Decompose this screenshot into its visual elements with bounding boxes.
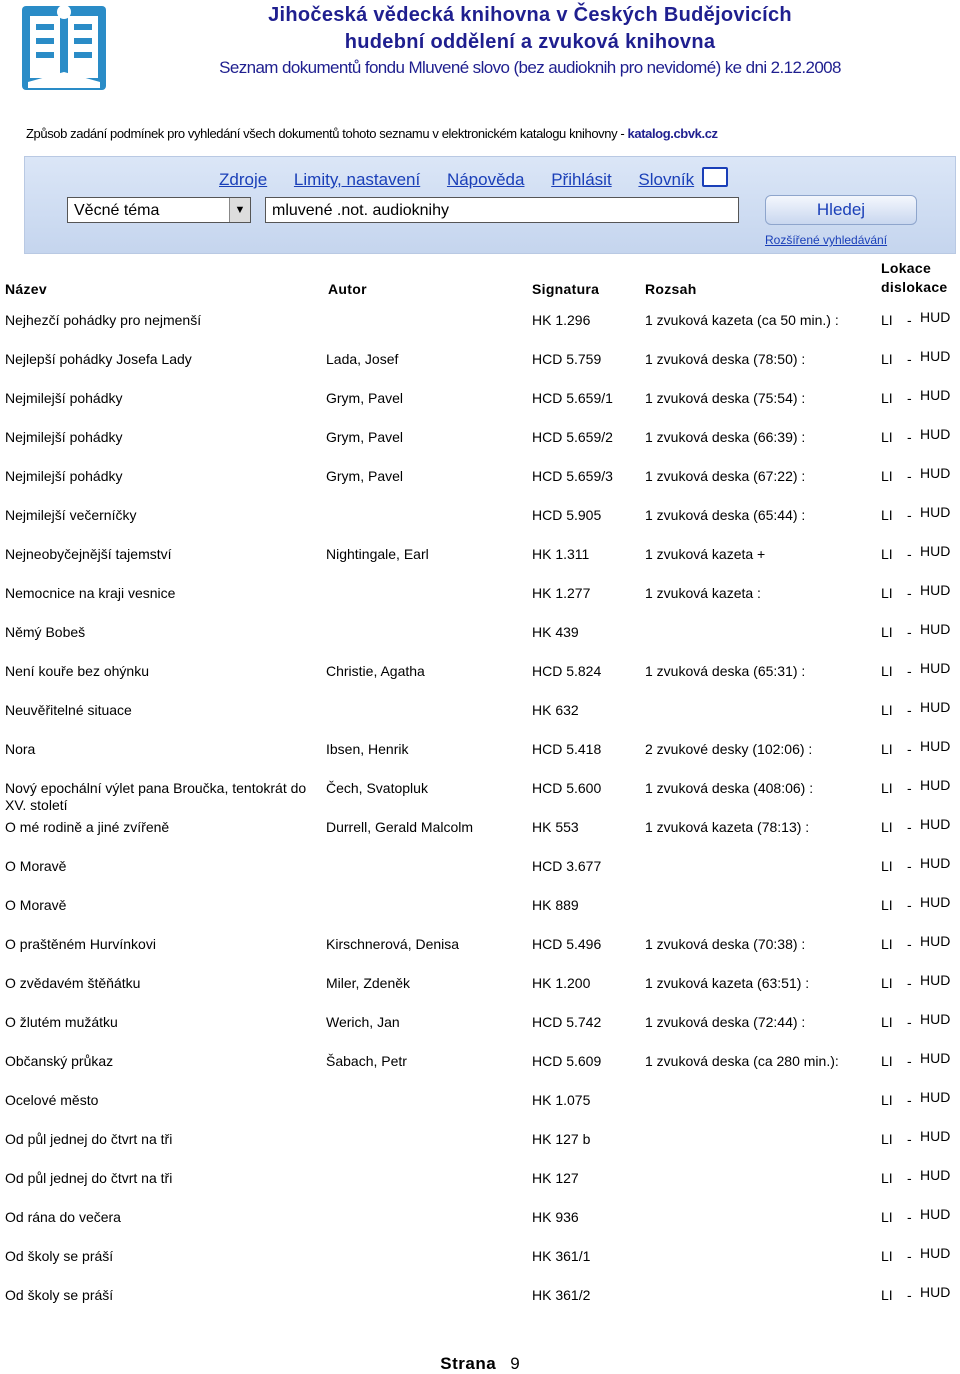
cell-dislocation: HUD bbox=[920, 855, 951, 871]
page-footer bbox=[0, 1354, 960, 1374]
cell-title: O Moravě bbox=[5, 897, 67, 913]
cell-call-number: HCD 5.759 bbox=[532, 351, 602, 367]
table-row bbox=[0, 309, 960, 351]
cell-location: LI bbox=[881, 1014, 893, 1030]
cell-separator: - bbox=[907, 1170, 912, 1186]
cell-call-number: HCD 5.742 bbox=[532, 1014, 602, 1030]
cell-separator: - bbox=[907, 936, 912, 952]
cell-title: Od školy se práší bbox=[5, 1287, 114, 1303]
cell-call-number: HK 1.296 bbox=[532, 312, 591, 328]
cell-title: Ocelové město bbox=[5, 1092, 99, 1108]
cell-location: LI bbox=[881, 780, 893, 796]
cell-location: LI bbox=[881, 897, 893, 913]
cell-call-number: HCD 3.677 bbox=[532, 858, 602, 874]
cell-dislocation: HUD bbox=[920, 543, 951, 559]
cell-location: LI bbox=[881, 663, 893, 679]
cell-title: Od půl jednej do čtvrt na tři bbox=[5, 1170, 173, 1186]
cell-location: LI bbox=[881, 975, 893, 991]
cell-extent: 1 zvuková kazeta : bbox=[645, 585, 761, 601]
table-row bbox=[0, 1089, 960, 1131]
cell-separator: - bbox=[907, 1092, 912, 1108]
cell-extent: 1 zvuková deska (72:44) : bbox=[645, 1014, 806, 1030]
nav-limity[interactable]: Limity, nastavení bbox=[293, 170, 421, 189]
cell-location: LI bbox=[881, 1170, 893, 1186]
cell-dislocation: HUD bbox=[920, 1050, 951, 1066]
cell-title: Nejlepší pohádky Josefa Lady bbox=[5, 351, 192, 367]
cell-author: Werich, Jan bbox=[326, 1014, 400, 1030]
cell-separator: - bbox=[907, 663, 912, 679]
cell-dislocation: HUD bbox=[920, 816, 951, 832]
table-row bbox=[0, 543, 960, 585]
cell-title: Nejmilejší pohádky bbox=[5, 390, 123, 406]
cell-dislocation: HUD bbox=[920, 738, 951, 754]
table-row bbox=[0, 1284, 960, 1326]
cell-author: Kirschnerová, Denisa bbox=[326, 936, 460, 952]
cell-title: Nemocnice na kraji vesnice bbox=[5, 585, 176, 601]
cell-separator: - bbox=[907, 468, 912, 484]
cell-location: LI bbox=[881, 390, 893, 406]
cell-call-number: HK 889 bbox=[532, 897, 579, 913]
cell-separator: - bbox=[907, 897, 912, 913]
cell-separator: - bbox=[907, 741, 912, 757]
cell-call-number: HK 127 bbox=[532, 1170, 579, 1186]
cell-dislocation: HUD bbox=[920, 348, 951, 364]
cell-author: Šabach, Petr bbox=[326, 1053, 407, 1069]
select-value: Věcné téma bbox=[74, 202, 160, 219]
cell-location: LI bbox=[881, 624, 893, 640]
cell-author: Grym, Pavel bbox=[326, 390, 404, 406]
table-row bbox=[0, 816, 960, 858]
cell-call-number: HCD 5.659/2 bbox=[532, 429, 613, 445]
cell-dislocation: HUD bbox=[920, 426, 951, 442]
cell-call-number: HCD 5.600 bbox=[532, 780, 602, 796]
table-row bbox=[0, 387, 960, 429]
nav-napoveda[interactable]: Nápověda bbox=[446, 170, 525, 189]
cell-title: O zvědavém štěňátku bbox=[5, 975, 141, 991]
cell-author: Lada, Josef bbox=[326, 351, 399, 367]
table-row bbox=[0, 933, 960, 975]
cell-dislocation: HUD bbox=[920, 1128, 951, 1144]
cell-author: Ibsen, Henrik bbox=[326, 741, 409, 757]
cell-dislocation: HUD bbox=[920, 1011, 951, 1027]
cell-separator: - bbox=[907, 507, 912, 523]
cell-title: Není kouře bez ohýnku bbox=[5, 663, 149, 679]
table-row bbox=[0, 738, 960, 780]
cell-dislocation: HUD bbox=[920, 309, 951, 325]
cell-separator: - bbox=[907, 819, 912, 835]
cell-separator: - bbox=[907, 429, 912, 445]
cell-call-number: HCD 5.496 bbox=[532, 936, 602, 952]
cell-title: Nejhezčí pohádky pro nejmenší bbox=[5, 312, 202, 328]
cell-dislocation: HUD bbox=[920, 933, 951, 949]
col-header-autor: Autor bbox=[328, 281, 367, 297]
cell-separator: - bbox=[907, 1131, 912, 1147]
cell-extent: 1 zvuková deska (ca 280 min.): bbox=[645, 1053, 839, 1069]
cell-extent: 1 zvuková kazeta + bbox=[645, 546, 766, 562]
col-header-rozsah: Rozsah bbox=[645, 281, 697, 297]
page-label: Strana bbox=[440, 1354, 497, 1373]
cell-location: LI bbox=[881, 1053, 893, 1069]
cell-dislocation: HUD bbox=[920, 1089, 951, 1105]
cell-location: LI bbox=[881, 468, 893, 484]
cell-extent: 1 zvuková deska (408:06) : bbox=[645, 780, 814, 796]
cell-location: LI bbox=[881, 507, 893, 523]
cell-separator: - bbox=[907, 1014, 912, 1030]
table-row bbox=[0, 972, 960, 1014]
cell-title: Od rána do večera bbox=[5, 1209, 121, 1225]
cell-extent: 1 zvuková deska (66:39) : bbox=[645, 429, 806, 445]
table-row bbox=[0, 699, 960, 741]
catalog-link[interactable]: katalog.cbvk.cz bbox=[627, 126, 718, 141]
cell-title: O žlutém mužátku bbox=[5, 1014, 118, 1030]
table-row bbox=[0, 1011, 960, 1053]
cell-call-number: HCD 5.824 bbox=[532, 663, 602, 679]
cell-separator: - bbox=[907, 1209, 912, 1225]
cell-title: Neuvěřitelné situace bbox=[5, 702, 132, 718]
table-row bbox=[0, 504, 960, 546]
table-row bbox=[0, 894, 960, 936]
col-header-lokace: Lokace bbox=[881, 260, 932, 276]
table-row bbox=[0, 348, 960, 390]
cell-call-number: HK 361/1 bbox=[532, 1248, 591, 1264]
page-number: 9 bbox=[510, 1354, 520, 1373]
cell-extent: 1 zvuková deska (70:38) : bbox=[645, 936, 806, 952]
cell-title: Od půl jednej do čtvrt na tři bbox=[5, 1131, 173, 1147]
cell-author: Miler, Zdeněk bbox=[326, 975, 411, 991]
table-row bbox=[0, 582, 960, 624]
cell-extent: 1 zvuková kazeta (63:51) : bbox=[645, 975, 810, 991]
cell-dislocation: HUD bbox=[920, 387, 951, 403]
table-row bbox=[0, 1245, 960, 1287]
table-row bbox=[0, 465, 960, 507]
header-subtitle: hudební oddělení a zvuková knihovna bbox=[344, 31, 716, 53]
cell-dislocation: HUD bbox=[920, 972, 951, 988]
cell-call-number: HK 553 bbox=[532, 819, 579, 835]
cell-call-number: HK 1.277 bbox=[532, 585, 591, 601]
cell-call-number: HK 632 bbox=[532, 702, 579, 718]
table-row bbox=[0, 777, 960, 819]
cell-dislocation: HUD bbox=[920, 1245, 951, 1261]
library-logo bbox=[18, 2, 110, 94]
cell-extent: 1 zvuková deska (78:50) : bbox=[645, 351, 806, 367]
cell-dislocation: HUD bbox=[920, 894, 951, 910]
table-row bbox=[0, 426, 960, 468]
table-row bbox=[0, 1050, 960, 1092]
cell-title: Nejmilejší pohádky bbox=[5, 468, 123, 484]
header-list-title: Seznam dokumentů fondu Mluvené slovo (bez audioknih pro nevidomé) ke dni 2.12.2008 bbox=[219, 58, 841, 77]
cell-location: LI bbox=[881, 819, 893, 835]
table-row bbox=[0, 1167, 960, 1209]
cell-call-number: HCD 5.609 bbox=[532, 1053, 602, 1069]
cell-separator: - bbox=[907, 975, 912, 991]
cell-title: Nejmilejší večerníčky bbox=[5, 507, 137, 523]
search-field-select[interactable] bbox=[67, 197, 251, 223]
cell-location: LI bbox=[881, 585, 893, 601]
cell-title: Občanský průkaz bbox=[5, 1053, 114, 1069]
cell-separator: - bbox=[907, 390, 912, 406]
cell-author: Grym, Pavel bbox=[326, 429, 404, 445]
table-row bbox=[0, 621, 960, 663]
cell-location: LI bbox=[881, 702, 893, 718]
cell-dislocation: HUD bbox=[920, 660, 951, 676]
cell-separator: - bbox=[907, 1248, 912, 1264]
chevron-down-icon: ▼ bbox=[229, 198, 250, 222]
cell-location: LI bbox=[881, 429, 893, 445]
cell-call-number: HK 361/2 bbox=[532, 1287, 591, 1303]
search-instruction bbox=[26, 126, 718, 141]
book-icon bbox=[702, 167, 728, 187]
table-row bbox=[0, 855, 960, 897]
col-header-signatura: Signatura bbox=[532, 281, 600, 297]
col-header-nazev: Název bbox=[5, 281, 47, 297]
cell-extent: 1 zvuková kazeta (78:13) : bbox=[645, 819, 810, 835]
cell-call-number: HK 936 bbox=[532, 1209, 579, 1225]
cell-separator: - bbox=[907, 780, 912, 796]
cell-separator: - bbox=[907, 702, 912, 718]
cell-location: LI bbox=[881, 741, 893, 757]
cell-dislocation: HUD bbox=[920, 621, 951, 637]
cell-title: O mé rodině a jiné zvířeně bbox=[5, 819, 170, 835]
table-row bbox=[0, 660, 960, 702]
cell-dislocation: HUD bbox=[920, 504, 951, 520]
cell-call-number: HCD 5.659/1 bbox=[532, 390, 613, 406]
cell-separator: - bbox=[907, 351, 912, 367]
cell-call-number: HK 1.311 bbox=[532, 546, 590, 562]
cell-author: Čech, Svatopluk bbox=[326, 780, 428, 796]
cell-location: LI bbox=[881, 1131, 893, 1147]
cell-dislocation: HUD bbox=[920, 465, 951, 481]
cell-dislocation: HUD bbox=[920, 1167, 951, 1183]
catalog-nav bbox=[219, 167, 728, 190]
cell-separator: - bbox=[907, 858, 912, 874]
table-row bbox=[0, 1206, 960, 1248]
search-input[interactable]: mluvené .not. audioknihy bbox=[265, 197, 739, 223]
nav-prihlasit[interactable]: Přihlásit bbox=[551, 170, 612, 189]
cell-separator: - bbox=[907, 1287, 912, 1303]
cell-separator: - bbox=[907, 1053, 912, 1069]
cell-extent: 1 zvuková deska (65:44) : bbox=[645, 507, 806, 523]
cell-call-number: HCD 5.659/3 bbox=[532, 468, 613, 484]
cell-title: O praštěném Hurvínkovi bbox=[5, 936, 156, 952]
advanced-search-link[interactable]: Rozšířené vyhledávání bbox=[765, 233, 888, 247]
cell-dislocation: HUD bbox=[920, 1206, 951, 1222]
cell-location: LI bbox=[881, 858, 893, 874]
cell-call-number: HK 1.075 bbox=[532, 1092, 591, 1108]
cell-call-number: HK 1.200 bbox=[532, 975, 591, 991]
cell-extent: 1 zvuková deska (67:22) : bbox=[645, 468, 806, 484]
nav-zdroje[interactable]: Zdroje bbox=[219, 170, 268, 189]
cell-dislocation: HUD bbox=[920, 777, 951, 793]
table-row bbox=[0, 1128, 960, 1170]
cell-call-number: HK 439 bbox=[532, 624, 579, 640]
instruction-text: Způsob zadání podmínek pro vyhledání všech dokumentů tohoto seznamu v elektronickém katalogu knihovny - bbox=[26, 126, 628, 141]
cell-location: LI bbox=[881, 1287, 893, 1303]
cell-location: LI bbox=[881, 312, 893, 328]
cell-title: Nejneobyčejnější tajemství bbox=[5, 546, 172, 562]
cell-location: LI bbox=[881, 351, 893, 367]
cell-separator: - bbox=[907, 585, 912, 601]
col-header-dislokace: dislokace bbox=[881, 279, 948, 295]
cell-title: O Moravě bbox=[5, 858, 67, 874]
cell-extent: 1 zvuková kazeta (ca 50 min.) : bbox=[645, 312, 839, 328]
cell-dislocation: HUD bbox=[920, 699, 951, 715]
cell-title: Od školy se práší bbox=[5, 1248, 114, 1264]
cell-location: LI bbox=[881, 546, 893, 562]
cell-author: Grym, Pavel bbox=[326, 468, 404, 484]
cell-extent: 2 zvukové desky (102:06) : bbox=[645, 741, 813, 757]
cell-dislocation: HUD bbox=[920, 1284, 951, 1300]
cell-dislocation: HUD bbox=[920, 582, 951, 598]
cell-title: Nora bbox=[5, 741, 36, 757]
cell-author: Christie, Agatha bbox=[326, 663, 425, 679]
cell-call-number: HCD 5.418 bbox=[532, 741, 602, 757]
cell-extent: 1 zvuková deska (75:54) : bbox=[645, 390, 806, 406]
search-button[interactable]: Hledej bbox=[765, 195, 917, 225]
cell-extent: 1 zvuková deska (65:31) : bbox=[645, 663, 806, 679]
cell-separator: - bbox=[907, 546, 912, 562]
header-title: Jihočeská vědecká knihovna v Českých Budějovicích bbox=[268, 4, 792, 26]
nav-slovnik[interactable]: Slovník bbox=[638, 170, 695, 189]
cell-author: Durrell, Gerald Malcolm bbox=[326, 819, 474, 835]
cell-location: LI bbox=[881, 936, 893, 952]
cell-call-number: HCD 5.905 bbox=[532, 507, 602, 523]
cell-call-number: HK 127 b bbox=[532, 1131, 591, 1147]
cell-title: Nový epochální výlet pana Broučka, tentokrát do XV. století bbox=[5, 780, 307, 813]
cell-author: Nightingale, Earl bbox=[326, 546, 429, 562]
cell-location: LI bbox=[881, 1209, 893, 1225]
cell-title: Němý Bobeš bbox=[5, 624, 86, 640]
cell-location: LI bbox=[881, 1092, 893, 1108]
cell-title: Nejmilejší pohádky bbox=[5, 429, 123, 445]
catalog-search-screenshot bbox=[24, 156, 956, 254]
cell-separator: - bbox=[907, 624, 912, 640]
cell-location: LI bbox=[881, 1248, 893, 1264]
cell-separator: - bbox=[907, 312, 912, 328]
